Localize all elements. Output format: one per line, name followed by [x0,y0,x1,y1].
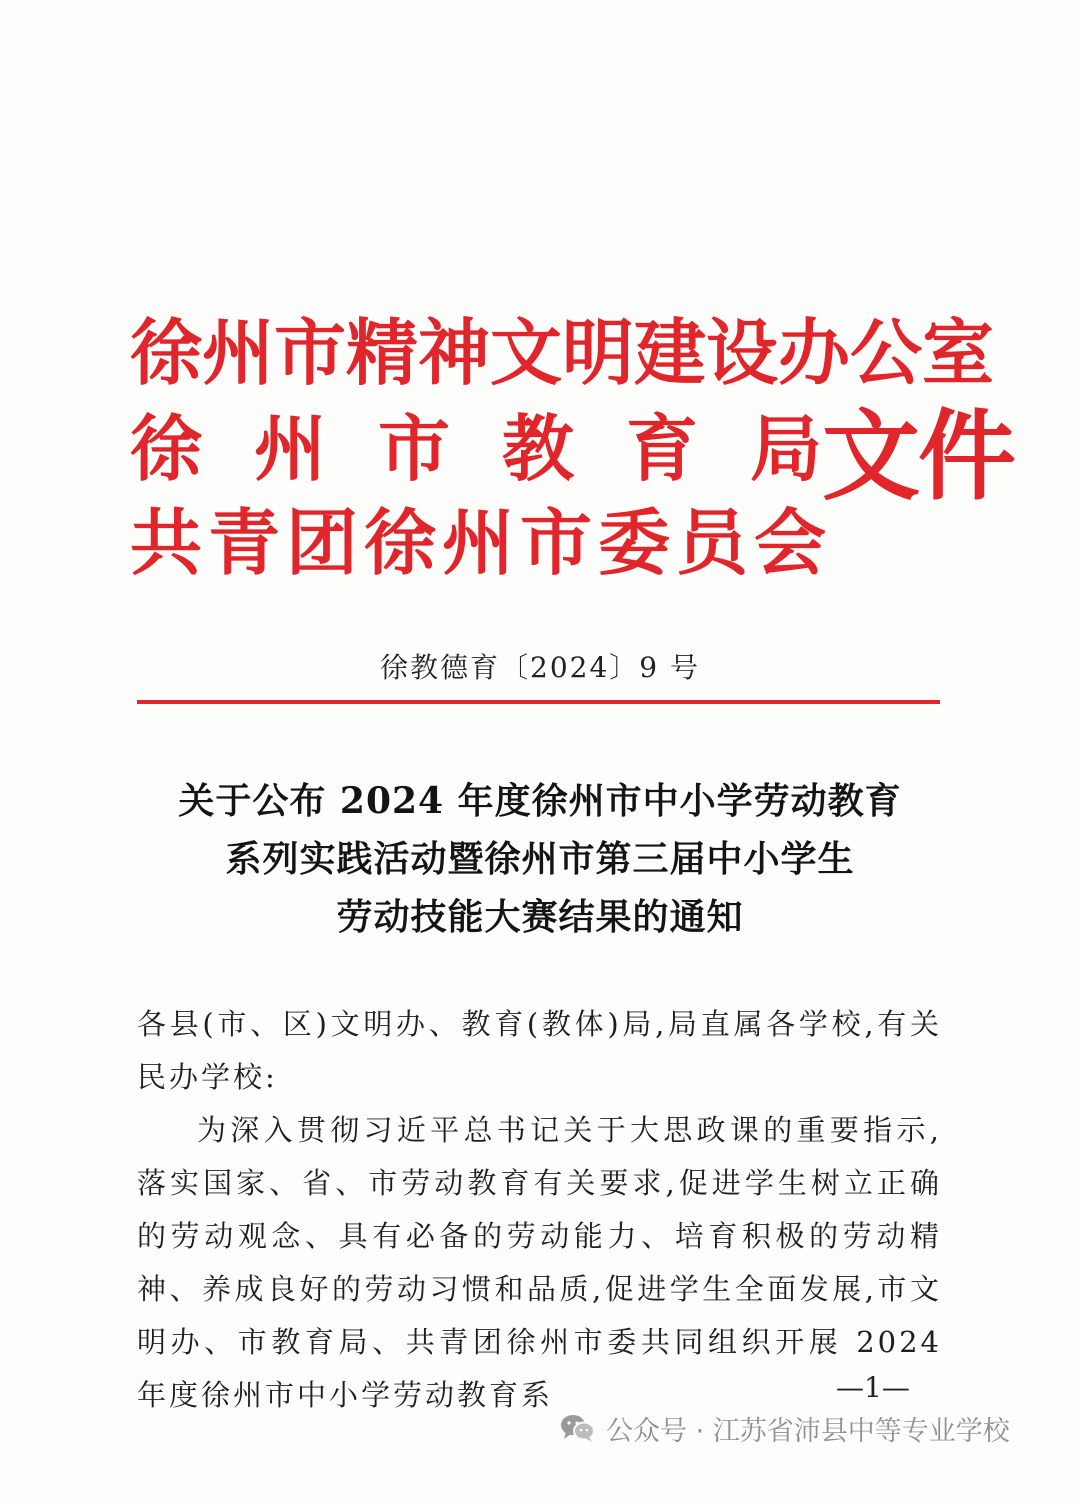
salutation: 各县(市、区)文明办、教育(教体)局,局直属各学校,有关民办学校: [137,1007,942,1094]
document-body [137,998,942,1422]
issuing-authority-header [130,300,1015,590]
issuing-org-spiritual-civilization-office: 徐州市精神文明建设办公室 [130,310,995,395]
wechat-icon [560,1413,596,1443]
document-number: 徐教德育〔2024〕9 号 [380,651,700,684]
title-line-2: 系列实践活动暨徐州市第三届中小学生 [225,838,855,880]
document-type-label: 文件 [822,399,1015,514]
watermark-text: 公众号 · 江苏省沛县中等专业学校 [606,1415,1010,1447]
red-divider-line [137,700,940,704]
page-number: —1— [836,1371,910,1404]
body-paragraph: 为深入贯彻习近平总书记关于大思政课的重要指示,落实国家、省、市劳动教育有关要求,促进学生树立正确的劳动观念、具有必备的劳动能力、培育积极的劳动精神、养成良好的劳动习惯和品质,促进学生全面发展,市文明办、市教育局、共青团徐州市委共同组织开展 2024 年度徐州市中小学劳动教育系 [137,1113,942,1412]
title-line-1: 关于公布 2024 年度徐州市中小学劳动教育 [178,780,902,822]
title-line-3: 劳动技能大赛结果的通知 [336,896,744,938]
issuing-org-education-bureau: 徐州市教育局 [130,406,875,491]
document-title [120,772,960,946]
issuing-org-youth-league-committee: 共青团徐州市委员会 [130,500,833,585]
wechat-account-watermark [560,1408,1010,1448]
